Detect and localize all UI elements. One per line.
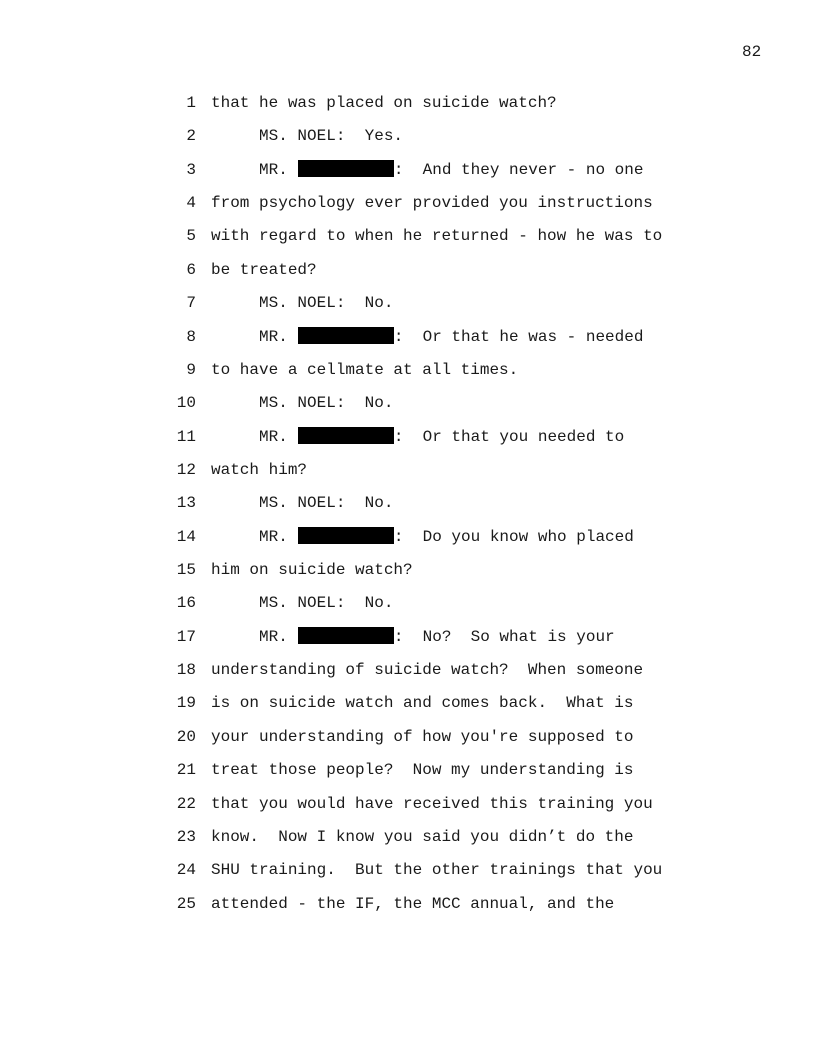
line-text-content: : And they never - no one: [393, 160, 644, 179]
line-text: [211, 193, 653, 213]
transcript-line: [0, 460, 816, 493]
line-text-content: watch him?: [211, 460, 308, 479]
transcript-line: [0, 293, 816, 326]
line-text: [211, 794, 653, 814]
transcript-line: [0, 226, 816, 259]
line-text-content: is on suicide watch and comes back. What is: [211, 694, 634, 713]
line-text: [211, 827, 633, 847]
speaker-prefix: MR.: [259, 160, 288, 179]
line-number: 19: [176, 694, 196, 713]
line-text-content: MS. NOEL: No.: [259, 294, 394, 313]
line-text-content: him on suicide watch?: [211, 561, 413, 580]
transcript-line: [0, 327, 816, 360]
line-text: [211, 894, 614, 914]
line-text: [259, 593, 393, 613]
line-text: [211, 93, 557, 113]
line-text: [211, 660, 643, 680]
transcript-line: [0, 827, 816, 860]
line-text-content: MS. NOEL: No.: [259, 594, 394, 613]
line-number: 15: [176, 561, 196, 580]
transcript-line: [0, 126, 816, 159]
line-text-content: MS. NOEL: Yes.: [259, 127, 404, 146]
transcript-line: [0, 760, 816, 793]
line-text: [259, 627, 615, 647]
speaker-prefix: MR.: [259, 527, 288, 546]
line-text-content: : Do you know who placed: [393, 527, 634, 546]
transcript-line: [0, 493, 816, 526]
speaker-prefix: MR.: [259, 427, 288, 446]
line-number: 3: [186, 160, 196, 179]
speaker-prefix: MR.: [259, 627, 288, 646]
line-text: [211, 560, 413, 580]
line-text: [259, 493, 393, 513]
line-text: [259, 393, 393, 413]
line-number: 14: [176, 527, 196, 546]
line-text-content: MS. NOEL: No.: [259, 494, 394, 513]
line-number: 5: [186, 227, 196, 246]
line-text: [259, 327, 643, 347]
transcript-line: [0, 393, 816, 426]
transcript-line: [0, 727, 816, 760]
line-number: 16: [176, 594, 196, 613]
line-text-content: treat those people? Now my understanding is: [211, 761, 634, 780]
line-text-content: attended - the IF, the MCC annual, and the: [211, 894, 615, 913]
line-number: 1: [186, 94, 196, 112]
line-text-content: SHU training. But the other trainings that you: [211, 861, 663, 880]
line-number: 24: [176, 861, 196, 880]
transcript-line: [0, 693, 816, 726]
line-text: [211, 226, 662, 246]
line-number: 17: [176, 627, 196, 646]
transcript-line: [0, 360, 816, 393]
line-text: [211, 693, 633, 713]
line-text-content: be treated?: [211, 260, 317, 279]
line-number: 10: [176, 394, 196, 413]
line-number: 13: [176, 494, 196, 513]
line-text-content: your understanding of how you're supposed to: [211, 727, 634, 746]
transcript-line: [0, 794, 816, 827]
transcript-line: [0, 860, 816, 893]
line-number: 4: [186, 194, 196, 213]
line-number: 12: [176, 460, 196, 479]
transcript-body: [0, 93, 816, 927]
transcript-line: [0, 427, 816, 460]
page-number: 82: [742, 43, 762, 61]
line-text: [211, 460, 307, 480]
redaction-box: [298, 327, 394, 344]
line-text: [211, 860, 662, 880]
line-text-content: that he was placed on suicide watch?: [211, 94, 557, 112]
line-number: 7: [186, 294, 196, 313]
line-text: [211, 760, 633, 780]
line-number: 8: [186, 327, 196, 346]
line-text: [211, 260, 317, 280]
line-text: [211, 727, 633, 747]
line-text: [259, 126, 403, 146]
redaction-box: [298, 527, 394, 544]
line-text: [259, 160, 643, 180]
line-number: 20: [176, 727, 196, 746]
transcript-line: [0, 593, 816, 626]
line-text-content: understanding of suicide watch? When someone: [211, 661, 644, 680]
line-text-content: : Or that he was - needed: [393, 327, 644, 346]
line-text-content: that you would have received this training you: [211, 794, 653, 813]
transcript-line: [0, 193, 816, 226]
transcript-line: [0, 260, 816, 293]
transcript-line: [0, 894, 816, 927]
redaction-box: [298, 427, 394, 444]
line-number: 11: [176, 427, 196, 446]
line-text-content: with regard to when he returned - how he was to: [211, 227, 663, 246]
line-number: 18: [176, 661, 196, 680]
transcript-line: [0, 560, 816, 593]
line-number: 2: [186, 127, 196, 146]
line-number: 22: [176, 794, 196, 813]
transcript-line: [0, 527, 816, 560]
line-text-content: from psychology ever provided you instructions: [211, 194, 653, 213]
redaction-box: [298, 627, 394, 644]
line-text-content: to have a cellmate at all times.: [211, 360, 519, 379]
line-number: 25: [176, 894, 196, 913]
line-number: 21: [176, 761, 196, 780]
line-text-content: : Or that you needed to: [393, 427, 625, 446]
redaction-box: [298, 160, 394, 177]
line-text: [259, 427, 624, 447]
line-number: 6: [186, 260, 196, 279]
line-text: [211, 360, 518, 380]
line-number: 23: [176, 827, 196, 846]
transcript-line: [0, 660, 816, 693]
speaker-prefix: MR.: [259, 327, 288, 346]
line-text-content: MS. NOEL: No.: [259, 394, 394, 413]
transcript-line: [0, 93, 816, 126]
transcript-line: [0, 160, 816, 193]
line-text: [259, 527, 634, 547]
line-text-content: : No? So what is your: [393, 627, 615, 646]
line-text: [259, 293, 393, 313]
line-number: 9: [186, 360, 196, 379]
transcript-line: [0, 627, 816, 660]
line-text-content: know. Now I know you said you didn’t do the: [211, 827, 634, 846]
